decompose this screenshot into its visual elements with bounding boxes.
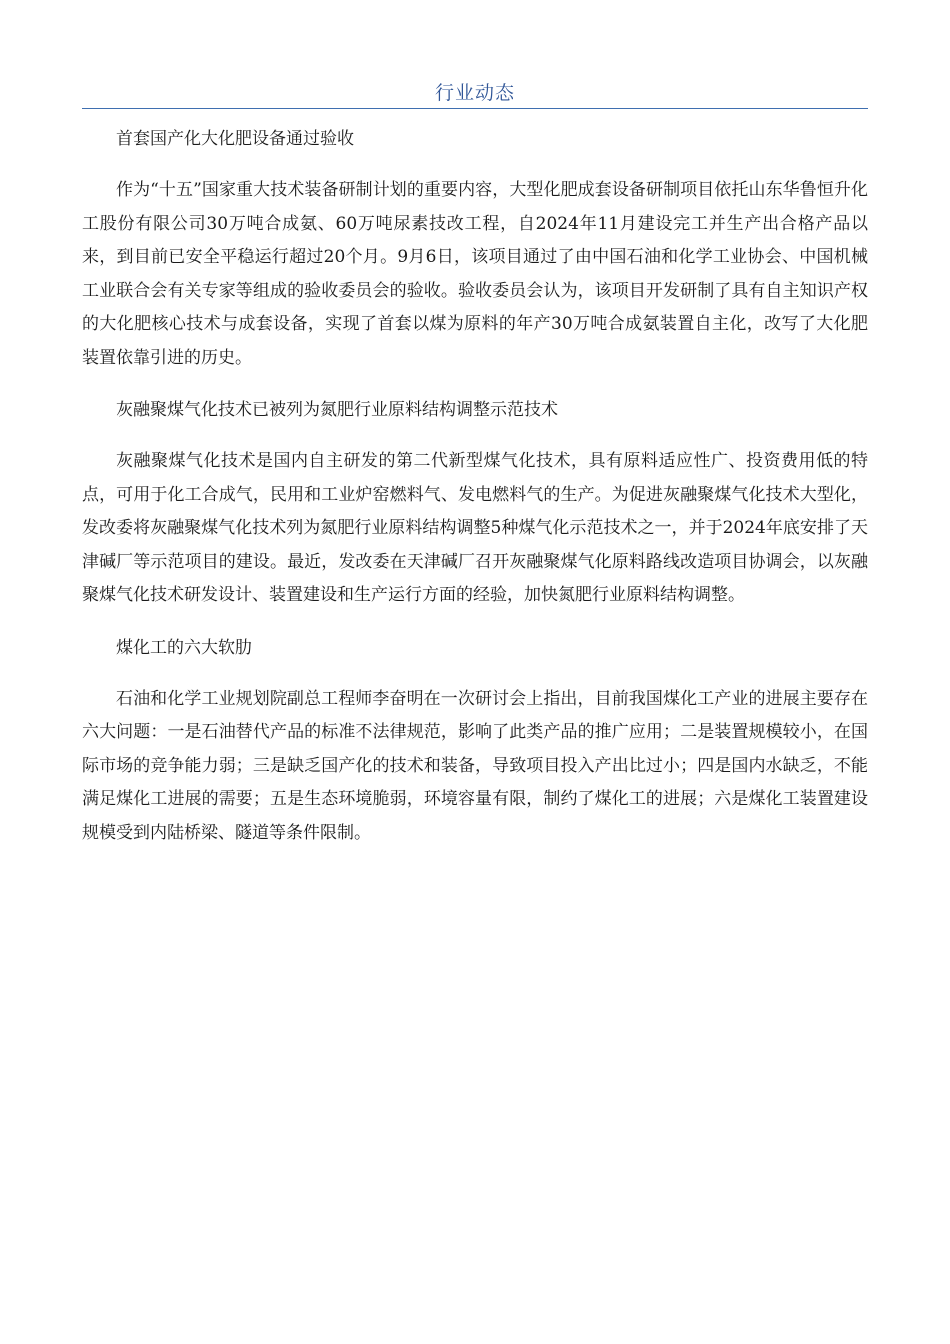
news-section-3 [82, 631, 868, 851]
article-content [82, 122, 868, 850]
section-heading: 灰融聚煤气化技术已被列为氮肥行业原料结构调整示范技术 [116, 400, 558, 420]
news-section-1 [82, 122, 868, 393]
news-section-2 [82, 393, 868, 631]
section-body: 作为“十五”国家重大技术装备研制计划的重要内容，大型化肥成套设备研制项目依托山东华鲁恒升化工股份有限公司30万吨合成氨、60万吨尿素技改工程，自2024年11月建设完工并生产出合格产品以来，到目前已安全平稳运行超过20个月。9月6日，该项目通过了由中国石油和化学工业协会、中国机械工业联合会有关专家等组成的验收委员会的验收。验收委员会认为，该项目开发研制了具有自主知识产权的大化肥核心技术与成套设备，实现了首套以煤为原料的年产30万吨合成氨装置自主化，改写了大化肥装置依靠引进的历史。 [82, 180, 868, 368]
section-body: 灰融聚煤气化技术是国内自主研发的第二代新型煤气化技术，具有原料适应性广、投资费用低的特点，可用于化工合成气，民用和工业炉窑燃料气、发电燃料气的生产。为促进灰融聚煤气化技术大型化，发改委将灰融聚煤气化技术列为氮肥行业原料结构调整5种煤气化示范技术之一，并于2024年底安排了天津碱厂等示范项目的建设。最近，发改委在天津碱厂召开灰融聚煤气化原料路线改造项目协调会，以灰融聚煤气化技术研发设计、装置建设和生产运行方面的经验，加快氮肥行业原料结构调整。 [82, 451, 868, 605]
section-body: 石油和化学工业规划院副总工程师李奋明在一次研讨会上指出，目前我国煤化工产业的进展主要存在六大问题：一是石油替代产品的标准不法律规范，影响了此类产品的推广应用；二是装置规模较小，在国际市场的竞争能力弱；三是缺乏国产化的技术和装备，导致项目投入产出比过小；四是国内水缺乏，不能满足煤化工进展的需要；五是生态环境脆弱，环境容量有限，制约了煤化工的进展；六是煤化工装置建设规模受到内陆桥梁、隧道等条件限制。 [82, 688, 868, 843]
section-heading: 首套国产化大化肥设备通过验收 [116, 129, 354, 149]
header-title: 行业动态 [434, 82, 515, 104]
page-header [82, 78, 868, 109]
section-heading: 煤化工的六大软肋 [116, 637, 252, 658]
